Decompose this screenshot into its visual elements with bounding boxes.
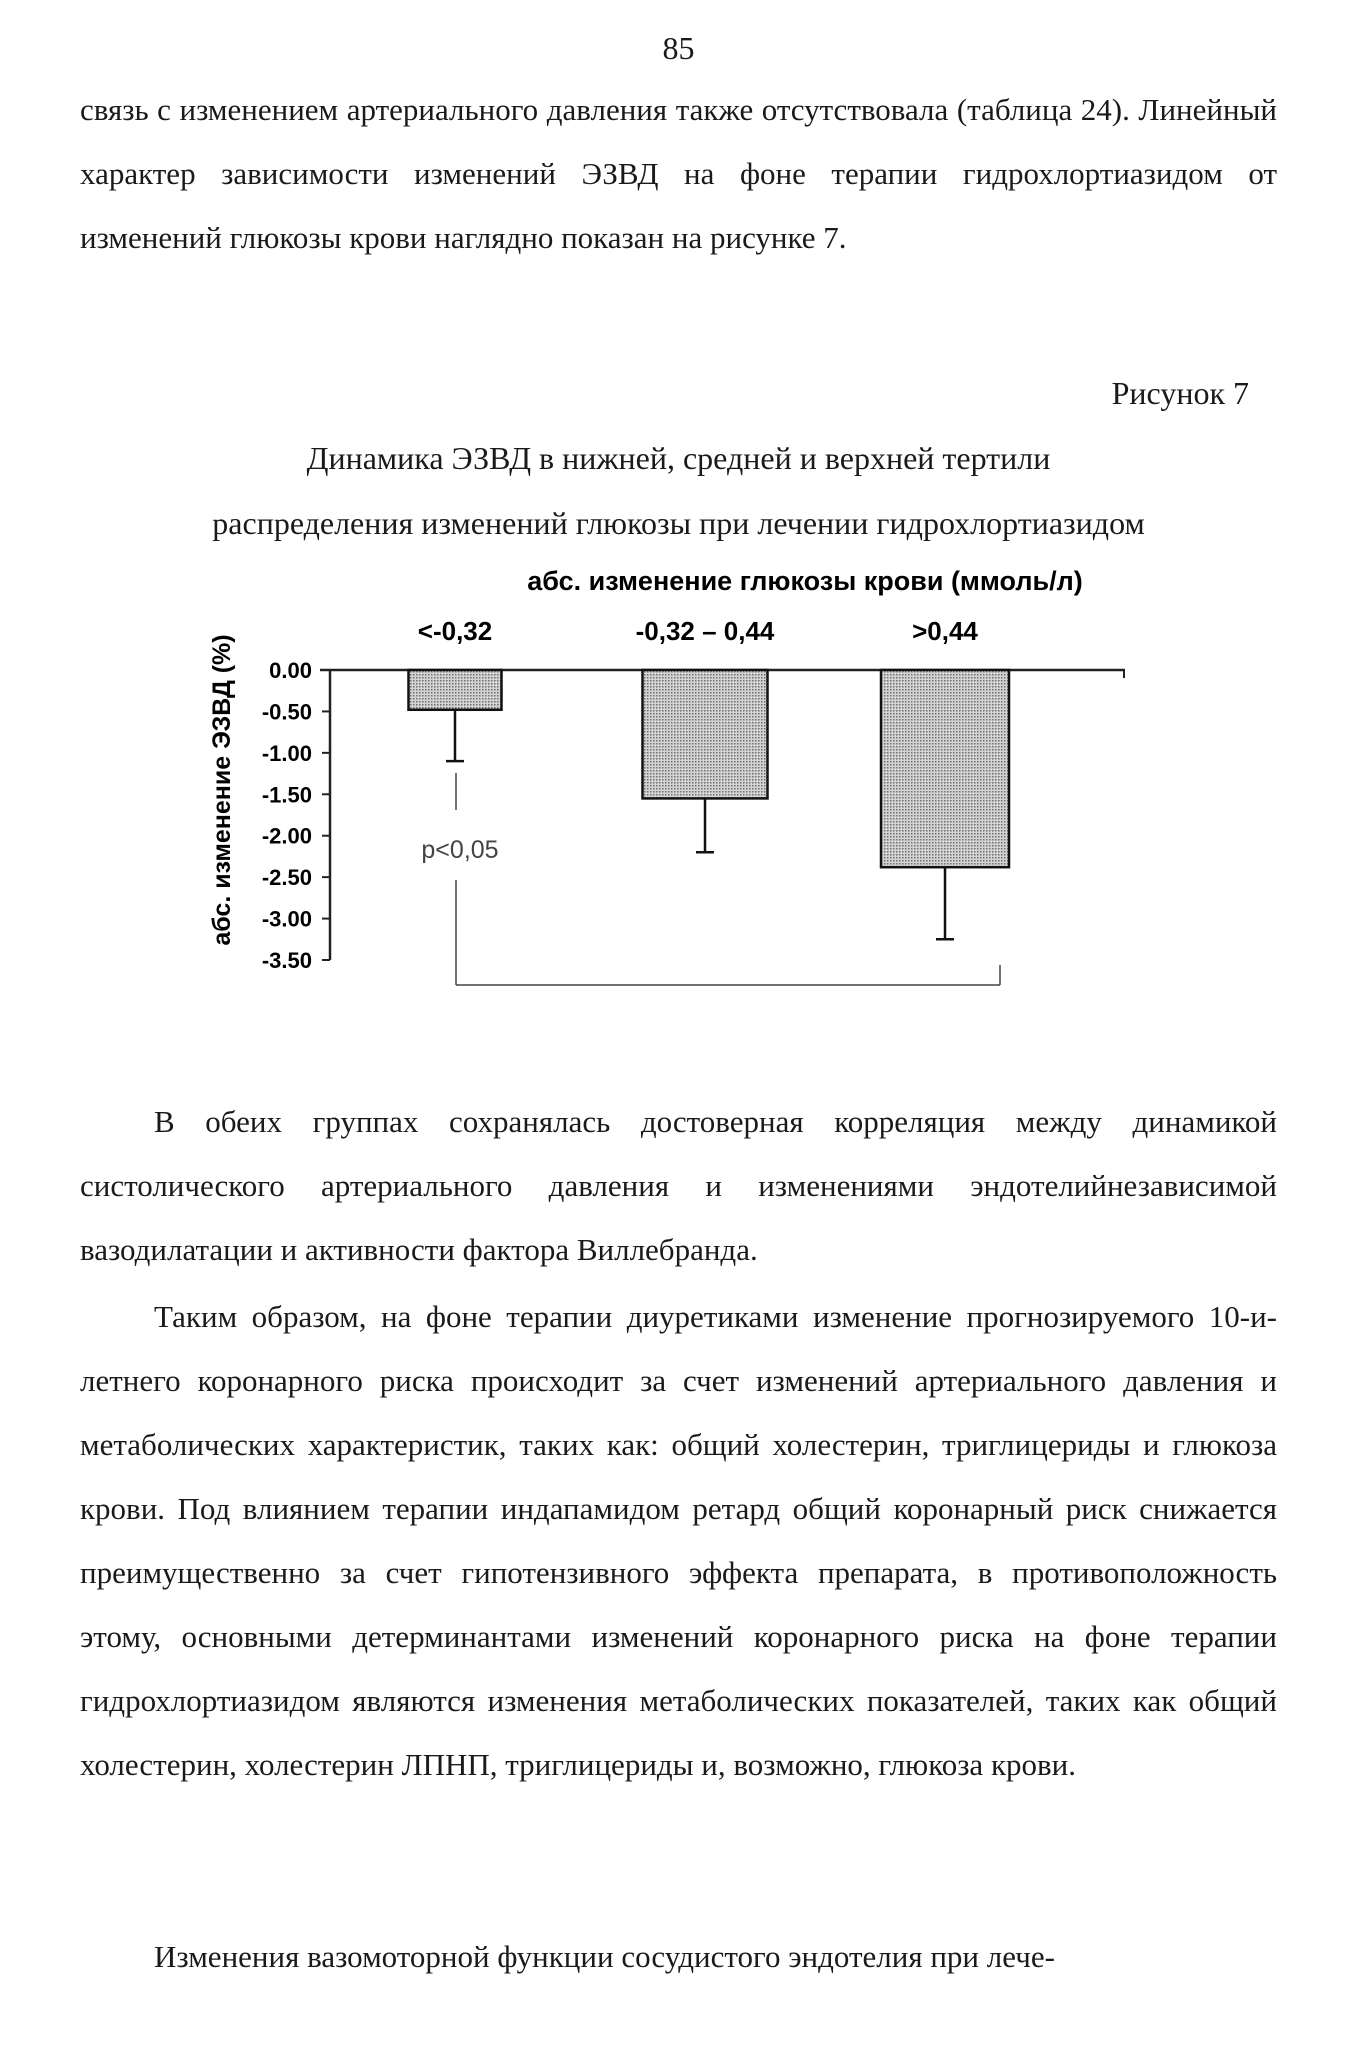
y-tick-label: -1.50 xyxy=(261,782,312,808)
figure-label: Рисунок 7 xyxy=(1111,375,1249,411)
category-label: -0,32 – 0,44 xyxy=(635,616,775,646)
y-tick-label: -2.00 xyxy=(261,823,312,849)
y-tick-label: -0.50 xyxy=(261,699,312,725)
bar xyxy=(409,670,502,710)
paragraph-3: Таким образом, на фоне терапии диуретиками изменение прогнозируемого 10-и-летнего коронарного риска происходит за счет изменений артериального давления и метаболических характеристик, таких как: общий холестерин, триглицериды и глюкоза крови. Под влиянием терапии индапамидом ретард общий коронарный риск снижается преимущественно за счет гипотензивного эффекта препарата, в противоположность этому, основными детерминантами изменений коронарного риска на фоне терапии гидрохлортиазидом являются изменения метаболических показателей, таких как общий холестерин, холестерин ЛПНП, триглицериды и, возможно, глюкоза крови. xyxy=(80,1299,1277,1782)
bar-chart xyxy=(200,560,1180,1020)
significance-annotation: p<0,05 xyxy=(421,836,499,864)
y-tick-label: 0.00 xyxy=(269,658,312,683)
paragraph-4: Изменения вазомоторной функции сосудистого эндотелия при лече- xyxy=(154,1939,1055,1974)
category-label: >0,44 xyxy=(912,616,978,646)
y-axis-ticks xyxy=(262,658,330,973)
figure-caption-line-2: распределения изменений глюкозы при лечении гидрохлортиазидом xyxy=(212,505,1145,541)
y-axis-label: абс. изменение ЭЗВД (%) xyxy=(208,634,236,946)
category-label: <-0,32 xyxy=(417,616,493,646)
paragraph-1: связь с изменением артериального давления также отсутствовала (таблица 24). Линейный характер зависимости изменений ЭЗВД на фоне терапии гидрохлортиазидом от изменений глюкозы крови наглядно показан на рисунке 7. xyxy=(80,92,1277,255)
chart-title: абс. изменение глюкозы крови (ммоль/л) xyxy=(527,566,1083,596)
category-labels xyxy=(418,616,979,646)
y-tick-label: -1.00 xyxy=(261,740,312,766)
bar xyxy=(881,670,1009,867)
y-tick-label: -3.50 xyxy=(261,948,312,973)
page-number: 85 xyxy=(662,30,695,66)
y-tick-label: -3.00 xyxy=(261,906,312,932)
figure-caption-line-1: Динамика ЭЗВД в нижней, средней и верхней тертили xyxy=(306,440,1051,476)
y-tick-label: -2.50 xyxy=(261,865,312,891)
bar xyxy=(643,670,768,798)
paragraph-2: В обеих группах сохранялась достоверная корреляция между динамикой систолического артериального давления и изменениями эндотелийнезависимой вазодилатации и активности фактора Виллебранда. xyxy=(80,1104,1277,1267)
